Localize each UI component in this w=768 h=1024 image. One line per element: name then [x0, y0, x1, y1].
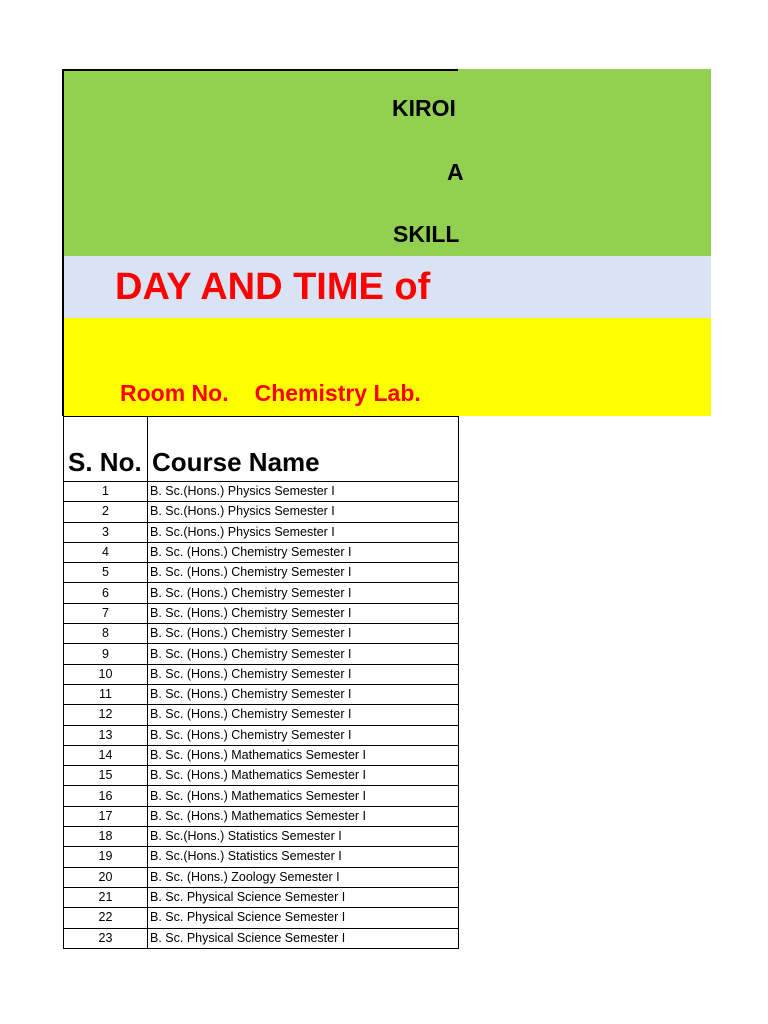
cell-course-name: B. Sc. (Hons.) Chemistry Semester I	[148, 583, 459, 603]
room-label: Room No.	[120, 380, 229, 406]
table-row	[64, 603, 459, 623]
cell-course-name: B. Sc. (Hons.) Mathematics Semester I	[148, 806, 459, 826]
cell-course-name: B. Sc. (Hons.) Chemistry Semester I	[148, 563, 459, 583]
table-row	[64, 563, 459, 583]
header-clip-region	[63, 69, 464, 416]
cell-course-name: B. Sc. (Hons.) Chemistry Semester I	[148, 644, 459, 664]
cell-sno: 2	[64, 502, 148, 522]
table-row	[64, 684, 459, 704]
cell-course-name: B. Sc. (Hons.) Chemistry Semester I	[148, 603, 459, 623]
table-row	[64, 766, 459, 786]
table-row	[64, 542, 459, 562]
table-row	[64, 522, 459, 542]
cell-course-name: B. Sc.(Hons.) Physics Semester I	[148, 502, 459, 522]
cell-sno: 20	[64, 867, 148, 887]
table-header-row	[64, 417, 459, 482]
cell-sno: 10	[64, 664, 148, 684]
cell-sno: 3	[64, 522, 148, 542]
cell-sno: 18	[64, 827, 148, 847]
cell-course-name: B. Sc. (Hons.) Mathematics Semester I	[148, 766, 459, 786]
cell-sno: 1	[64, 482, 148, 502]
table-row	[64, 725, 459, 745]
cell-course-name: B. Sc.(Hons.) Statistics Semester I	[148, 847, 459, 867]
cell-course-name: B. Sc.(Hons.) Physics Semester I	[148, 482, 459, 502]
table-row	[64, 928, 459, 948]
table-row	[64, 502, 459, 522]
table-row	[64, 705, 459, 725]
cell-course-name: B. Sc. (Hons.) Chemistry Semester I	[148, 684, 459, 704]
course-table	[63, 416, 459, 949]
table-row	[64, 644, 459, 664]
cell-sno: 15	[64, 766, 148, 786]
header-line-1: KIROI	[392, 95, 456, 121]
cell-course-name: B. Sc. (Hons.) Chemistry Semester I	[148, 542, 459, 562]
table-row	[64, 745, 459, 765]
cell-course-name: B. Sc. (Hons.) Chemistry Semester I	[148, 664, 459, 684]
cell-sno: 19	[64, 847, 148, 867]
cell-sno: 8	[64, 624, 148, 644]
cell-sno: 12	[64, 705, 148, 725]
table-row	[64, 847, 459, 867]
day-time-heading: DAY AND TIME of	[115, 266, 431, 308]
table-row	[64, 786, 459, 806]
column-header-sno: S. No.	[64, 417, 148, 482]
room-line	[120, 380, 421, 407]
cell-sno: 5	[64, 563, 148, 583]
cell-sno: 23	[64, 928, 148, 948]
cell-course-name: B. Sc. Physical Science Semester I	[148, 887, 459, 907]
cell-sno: 17	[64, 806, 148, 826]
table-row	[64, 482, 459, 502]
cell-course-name: B. Sc. (Hons.) Chemistry Semester I	[148, 624, 459, 644]
cell-sno: 7	[64, 603, 148, 623]
table-row	[64, 827, 459, 847]
cell-sno: 4	[64, 542, 148, 562]
header-line-2: A	[447, 159, 464, 185]
cell-course-name: B. Sc. (Hons.) Chemistry Semester I	[148, 705, 459, 725]
cell-course-name: B. Sc. (Hons.) Mathematics Semester I	[148, 745, 459, 765]
table-row	[64, 908, 459, 928]
table-row	[64, 583, 459, 603]
cell-course-name: B. Sc. Physical Science Semester I	[148, 908, 459, 928]
cell-sno: 22	[64, 908, 148, 928]
cell-sno: 6	[64, 583, 148, 603]
column-header-course: Course Name	[148, 417, 459, 482]
cell-sno: 13	[64, 725, 148, 745]
cell-course-name: B. Sc.(Hons.) Statistics Semester I	[148, 827, 459, 847]
cell-sno: 21	[64, 887, 148, 907]
table-row	[64, 624, 459, 644]
cell-course-name: B. Sc. (Hons.) Mathematics Semester I	[148, 786, 459, 806]
cell-course-name: B. Sc. (Hons.) Zoology Semester I	[148, 867, 459, 887]
cell-sno: 14	[64, 745, 148, 765]
cell-sno: 16	[64, 786, 148, 806]
cell-course-name: B. Sc.(Hons.) Physics Semester I	[148, 522, 459, 542]
cell-course-name: B. Sc. Physical Science Semester I	[148, 928, 459, 948]
room-value: Chemistry Lab.	[254, 380, 421, 406]
cell-course-name: B. Sc. (Hons.) Chemistry Semester I	[148, 725, 459, 745]
table-row	[64, 664, 459, 684]
header-line-3: SKILL	[393, 221, 460, 247]
table-row	[64, 887, 459, 907]
cell-sno: 11	[64, 684, 148, 704]
cell-sno: 9	[64, 644, 148, 664]
table-row	[64, 806, 459, 826]
table-row	[64, 867, 459, 887]
